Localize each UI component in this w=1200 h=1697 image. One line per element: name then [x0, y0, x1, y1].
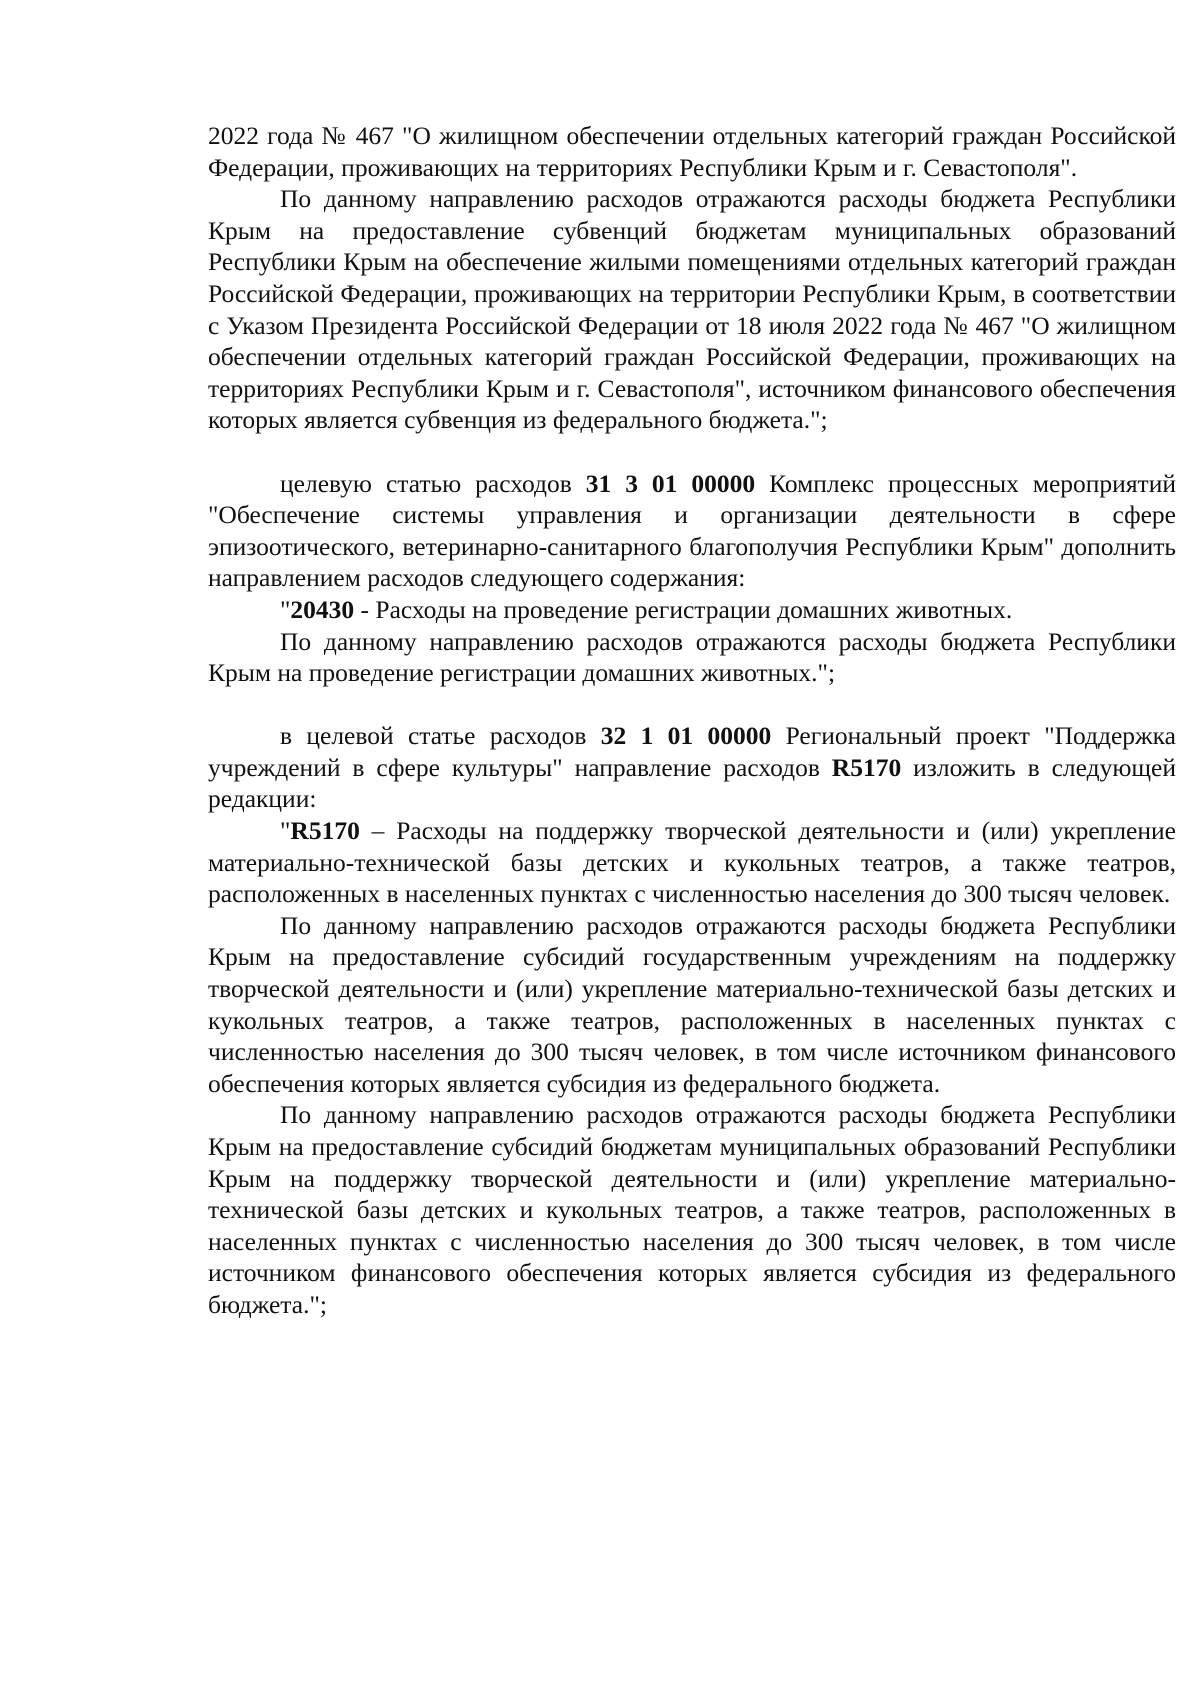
- text-fragment: целевую статью расходов: [280, 468, 586, 498]
- text-fragment: – Расходы на поддержку творческой деятельности и (или) укрепление материально-технической базы детских и кукольных театров, а также театров, расположенных в населенных пунктах с численностью населения до 300 тысяч человек.: [208, 816, 1176, 909]
- text-fragment: изложить в следующей редакции:: [208, 752, 1176, 814]
- direction-code: R5170: [831, 752, 902, 782]
- text-fragment: Комплекс процессных мероприятий "Обеспечение системы управления и организации деятельности в сфере эпизоотического, ветеринарно-санитарного благополучия Республики Крым" дополнить направлением расходов следующего содержания:: [208, 468, 1176, 593]
- open-quote: ": [280, 816, 291, 846]
- paragraph-target-article-31: [208, 468, 1176, 594]
- budget-code: 31 3 01 00000: [585, 468, 756, 498]
- paragraph-direction-20430-description: По данному направлению расходов отражаются расходы бюджета Республики Крым на проведение регистрации домашних животных.";: [208, 626, 1176, 688]
- open-quote: ": [280, 594, 291, 624]
- paragraph-direction-20430: [208, 594, 1176, 626]
- paragraph-decree-tail: 2022 года № 467 "О жилищном обеспечении отдельных категорий граждан Российской Федерации, проживающих на территориях Республики Крым и г. Севастополя".: [208, 121, 1176, 182]
- paragraph-r5170-municipal: По данному направлению расходов отражаются расходы бюджета Республики Крым на предоставление субсидий бюджетам муниципальных образований Республики Крым на поддержку творческой деятельности и (или) укрепление материально-технической базы детских и кукольных театров, а также театров, расположенных в населенных пунктах с численностью населения до 300 тысяч человек, в том числе источником финансового обеспечения которых является субсидия из федерального бюджета.";: [208, 1100, 1176, 1319]
- document-page: [208, 120, 1176, 1321]
- direction-code: R5170: [290, 816, 360, 846]
- paragraph-target-article-32: [208, 720, 1176, 815]
- paragraph-subvention-description: По данному направлению расходов отражаются расходы бюджета Республики Крым на предоставление субвенций бюджетам муниципальных образований Республики Крым на обеспечение жилыми помещениями отдельных категорий граждан Российской Федерации, проживающих на территории Республики Крым, в соответствии с Указом Президента Российской Федерации от 18 июля 2022 года № 467 "О жилищном обеспечении отдельных категорий граждан Российской Федерации, проживающих на территориях Республики Крым и г. Севастополя", источником финансового обеспечения которых является субвенция из федерального бюджета.";: [208, 184, 1176, 435]
- budget-code: 32 1 01 00000: [600, 721, 772, 751]
- text-fragment: - Расходы на проведение регистрации домашних животных.: [354, 594, 1013, 624]
- paragraph-direction-r5170: [208, 815, 1176, 910]
- text-fragment: Региональный проект "Поддержка учреждений в сфере культуры" направление расходов: [208, 721, 1176, 782]
- direction-code: 20430: [290, 594, 355, 624]
- text-fragment: в целевой статье расходов: [280, 721, 601, 751]
- paragraph-r5170-state-institutions: По данному направлению расходов отражаются расходы бюджета Республики Крым на предоставление субсидий государственным учреждениям на поддержку творческой деятельности и (или) укрепление материально-технической базы детских и кукольных театров, а также театров, расположенных в населенных пунктах с численностью населения до 300 тысяч человек, в том числе источником финансового обеспечения которых является субсидия из федерального бюджета.: [208, 910, 1176, 1098]
